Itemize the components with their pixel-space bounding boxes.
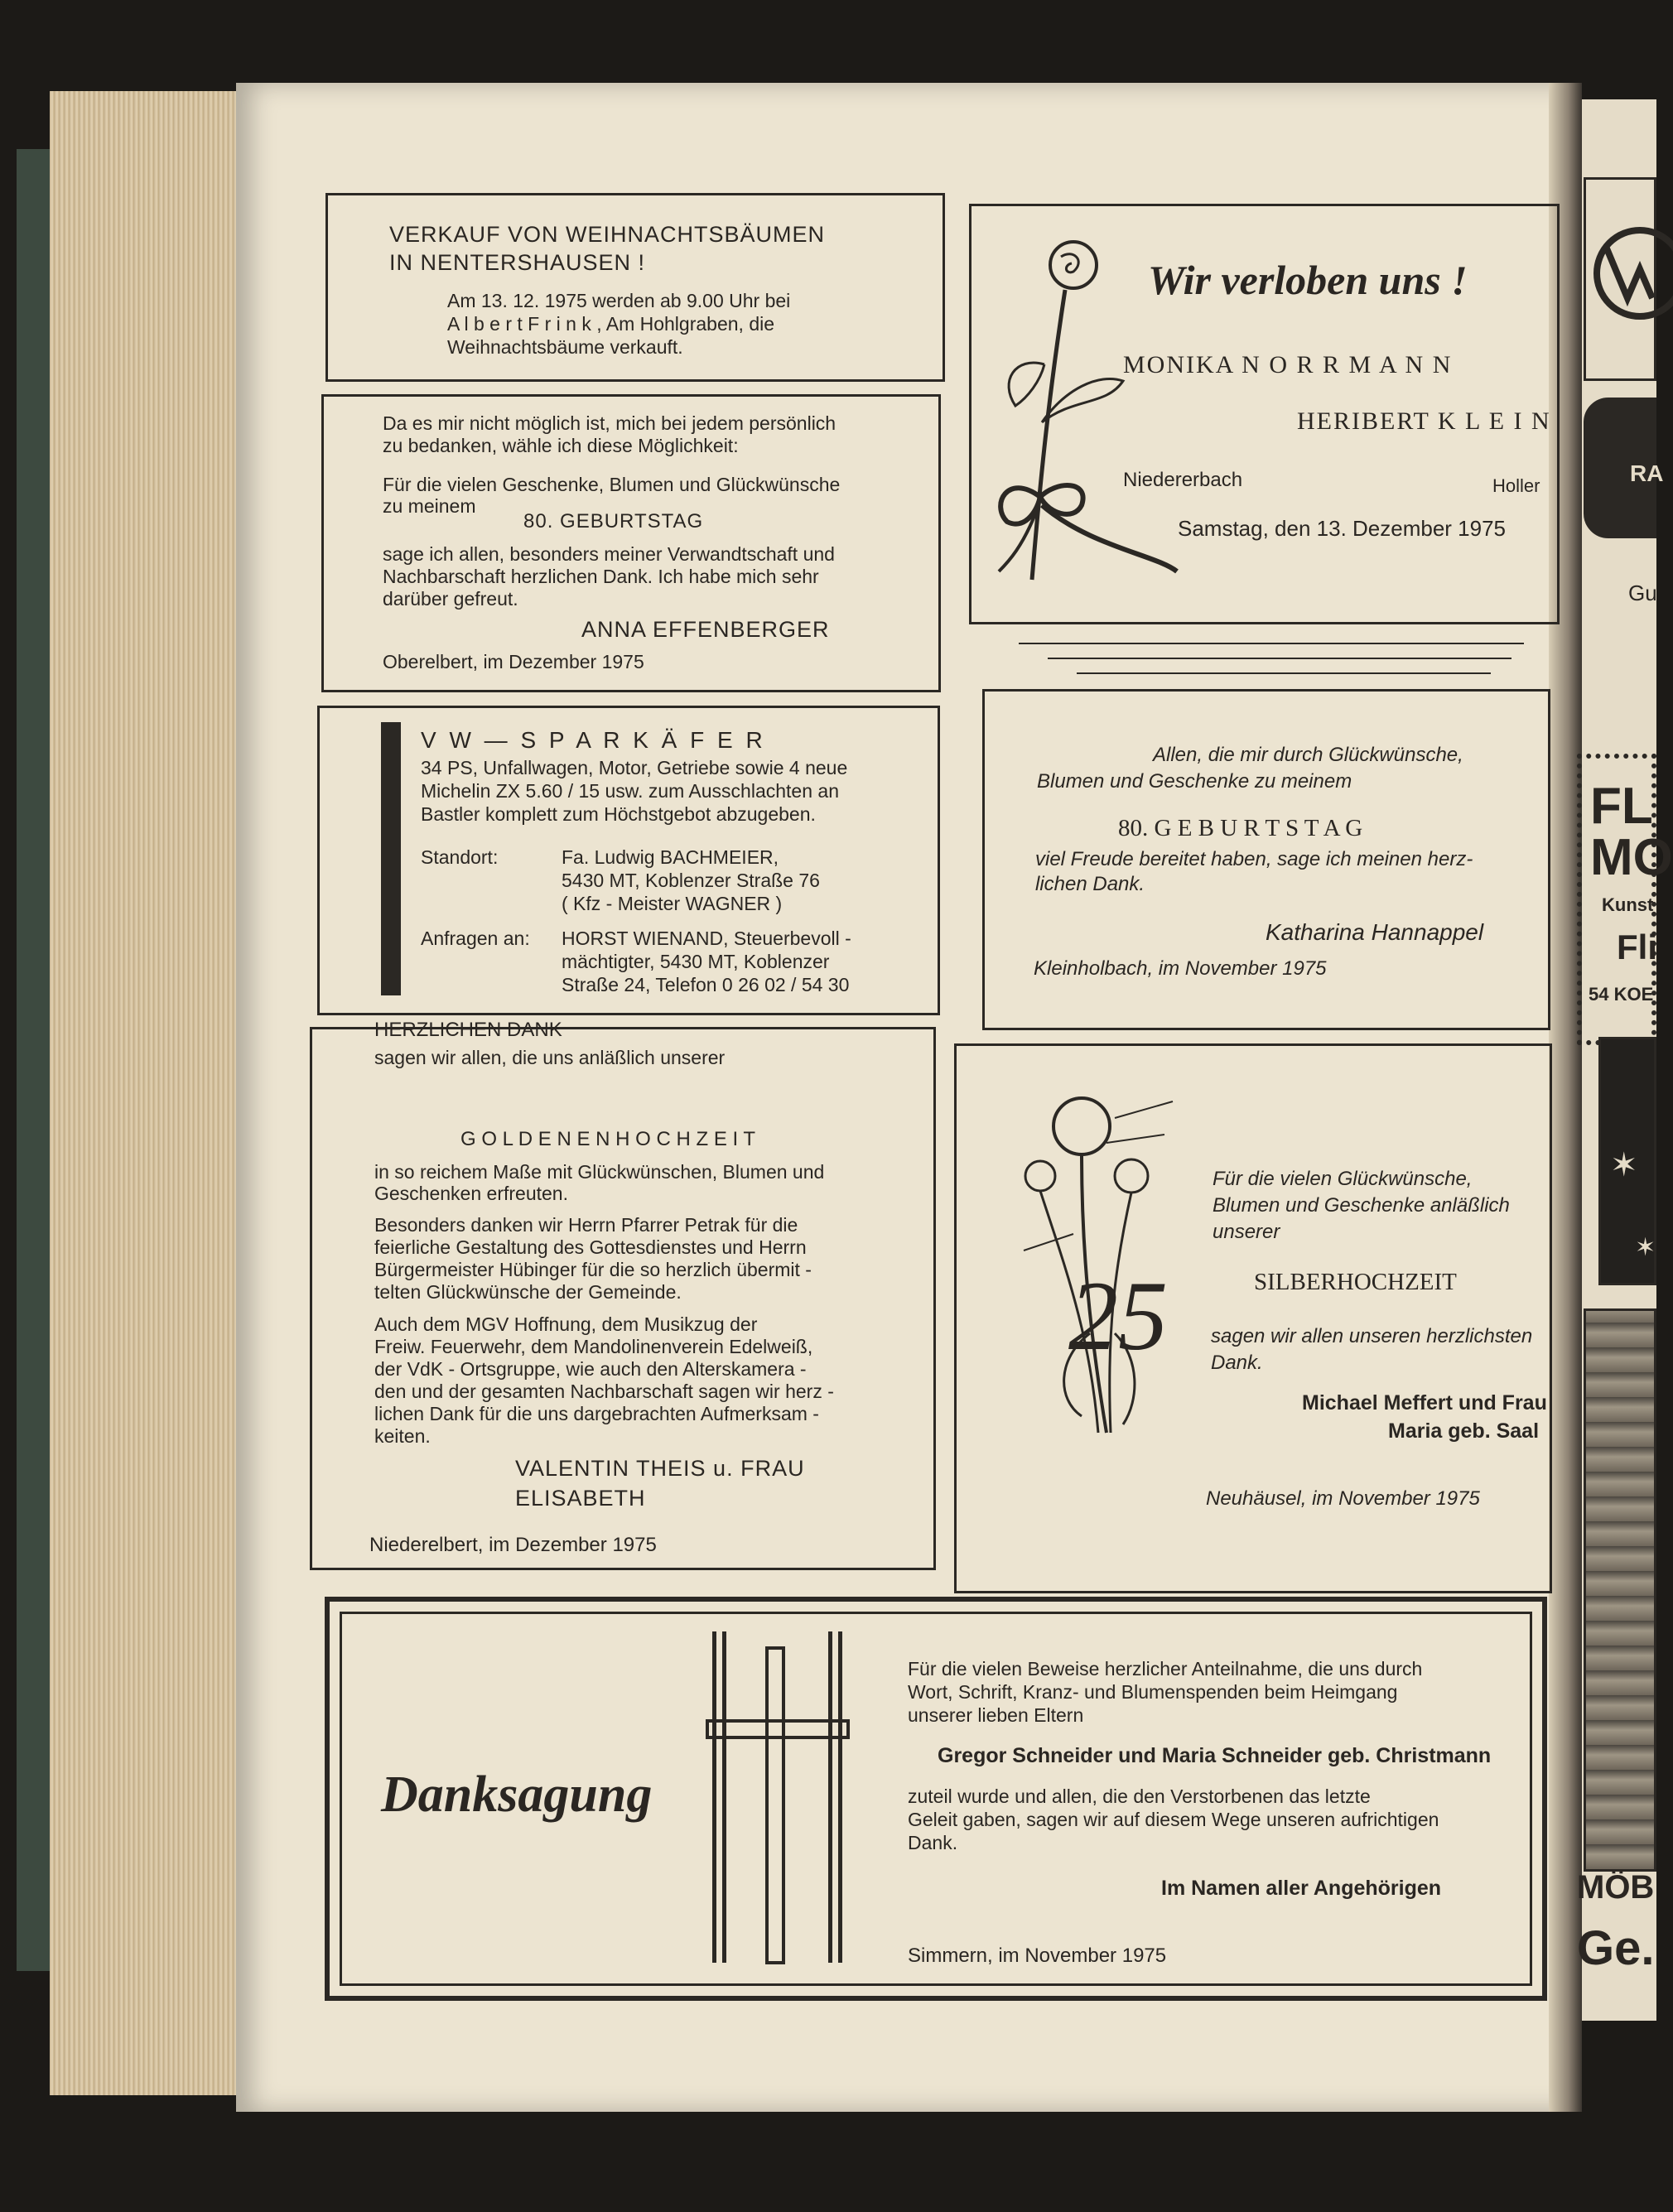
ad3-line1: 34 PS, Unfallwagen, Motor, Getriebe sowie 4 neue: [421, 757, 848, 778]
ad2-line8: darüber gefreut.: [383, 588, 518, 610]
ad3-title: V W — S P A R K Ä F E R: [421, 727, 766, 753]
ad5-title: Wir verloben uns !: [1148, 257, 1468, 303]
strip-text-mo: MO: [1590, 829, 1673, 886]
ad8-place-date: Simmern, im November 1975: [908, 1945, 1167, 1967]
ad8-deceased-names: Gregor Schneider und Maria Schneider geb. Christmann: [938, 1744, 1492, 1767]
strip-text-ra: RA: [1630, 460, 1664, 486]
ad8-line5: Geleit gaben, sagen wir auf diesem Wege unseren aufrichtigen: [908, 1809, 1439, 1830]
ad6-line1: Allen, die mir durch Glückwünsche,: [1153, 744, 1463, 766]
ad3-standort-line3: ( Kfz - Meister WAGNER ): [562, 893, 783, 914]
ad4-signature-line2: ELISABETH: [515, 1486, 646, 1511]
ad2-line3: Für die vielen Geschenke, Blumen und Glückwünsche: [383, 474, 841, 495]
ad4-line6: Besonders danken wir Herrn Pfarrer Petrak für die: [374, 1214, 798, 1236]
ad4-line5: Geschenken erfreuten.: [374, 1183, 568, 1204]
ad2-place-date: Oberelbert, im Dezember 1975: [383, 651, 644, 672]
ad8-line3: unserer lieben Eltern: [908, 1704, 1084, 1726]
ad7-anniversary-number: 25: [1068, 1260, 1168, 1371]
ad4-line14: lichen Dank für die uns dargebrachten Aufmerksam -: [374, 1403, 819, 1424]
ad1-title-line1: VERKAUF VON WEIHNACHTSBÄUMEN: [389, 222, 826, 247]
ad7-signature-line2: Maria geb. Saal: [1388, 1419, 1540, 1443]
ad7-line5: sagen wir allen unseren herzlichsten: [1211, 1325, 1533, 1347]
ad4-line13: den und der gesamten Nachbarschaft sagen wir herz -: [374, 1381, 834, 1402]
strip-furniture-photo: [1584, 1308, 1656, 1872]
ad7-occasion: SILBERHOCHZEIT: [1254, 1269, 1457, 1295]
ad4-line1: HERZLICHEN DANK: [374, 1019, 562, 1041]
ad7-line6: Dank.: [1211, 1352, 1263, 1374]
strip-text-moeb: MÖB: [1577, 1869, 1655, 1906]
star-icon-1: ✶: [1610, 1147, 1638, 1183]
ad7-place-date: Neuhäusel, im November 1975: [1206, 1487, 1480, 1510]
ad4-line9: telten Glückwünsche der Gemeinde.: [374, 1281, 682, 1303]
ad5-place-groom: Holler: [1492, 475, 1540, 496]
ad1-text-line2: A l b e r t F r i n k , Am Hohlgraben, die: [447, 313, 775, 335]
strip-text-gu: Gu: [1628, 581, 1657, 605]
cross-icon: [704, 1623, 853, 1971]
ad1-text-line3: Weihnachtsbäume verkauft.: [447, 336, 683, 358]
ad2-line6: sage ich allen, besonders meiner Verwandtschaft und: [383, 543, 835, 565]
ad7-line1: Für die vielen Glückwünsche,: [1213, 1168, 1473, 1190]
ad8-signature: Im Namen aller Angehörigen: [1161, 1877, 1442, 1900]
ad6-line4: viel Freude bereitet haben, sage ich meinen herz-: [1035, 848, 1473, 870]
ad2-line7: Nachbarschaft herzlichen Dank. Ich habe mich sehr: [383, 566, 819, 587]
ad3-anfragen-line1: HORST WIENAND, Steuerbevoll -: [562, 928, 851, 949]
ad4-line15: keiten.: [374, 1425, 431, 1447]
strip-text-54koe: 54 KOE: [1589, 984, 1654, 1005]
ad4-line10: Auch dem MGV Hoffnung, dem Musikzug der: [374, 1313, 758, 1335]
ad4-signature-line1: VALENTIN THEIS u. FRAU: [515, 1456, 805, 1481]
ad4-line11: Freiw. Feuerwehr, dem Mandolinenverein Edelweiß,: [374, 1336, 813, 1357]
divider-rule-3: [1077, 672, 1491, 674]
ad6-place-date: Kleinholbach, im November 1975: [1034, 957, 1327, 980]
ad3-line2: Michelin ZX 5.60 / 15 usw. zum Ausschlachten an: [421, 780, 839, 802]
ad5-name-groom: HERIBERT K L E I N: [1297, 407, 1551, 435]
ad2-signature: ANNA EFFENBERGER: [581, 617, 830, 642]
ad7-line2: Blumen und Geschenke anläßlich: [1213, 1194, 1510, 1217]
ad6-line2: Blumen und Geschenke zu meinem: [1037, 770, 1352, 793]
strip-text-fli: Fli: [1617, 928, 1657, 966]
ad2-line4: zu meinem: [383, 495, 476, 517]
ad8-line4: zuteil wurde und allen, die den Verstorbenen das letzte: [908, 1786, 1371, 1807]
strip-text-ge: Ge.: [1577, 1921, 1655, 1975]
ad3-line3: Bastler komplett zum Höchstgebot abzugeben.: [421, 803, 816, 825]
ad7-signature-line1: Michael Meffert und Frau: [1302, 1391, 1547, 1414]
strip-text-fl: FL: [1590, 778, 1653, 835]
ad8-line2: Wort, Schrift, Kranz- und Blumenspenden beim Heimgang: [908, 1681, 1398, 1703]
ad4-line8: Bürgermeister Hübinger für die so herzlich übermit -: [374, 1259, 812, 1280]
ad2-birthday-title: 80. GEBURTSTAG: [523, 510, 704, 533]
ad4-line4: in so reichem Maße mit Glückwünschen, Blumen und: [374, 1161, 825, 1183]
ad3-anfragen-line3: Straße 24, Telefon 0 26 02 / 54 30: [562, 974, 850, 995]
divider-rule-2: [1048, 658, 1511, 659]
divider-rule-1: [1019, 643, 1524, 644]
book-page-edges: [50, 91, 240, 2095]
ad5-name-bride: MONIKA N O R R M A N N: [1123, 351, 1453, 378]
ad8-line1: Für die vielen Beweise herzlicher Anteilnahme, die uns durch: [908, 1658, 1423, 1679]
vw-logo-icon: [1590, 224, 1656, 323]
ad6-birthday-title: 80. G E B U R T S T A G: [1118, 815, 1363, 841]
ad4-occasion: G O L D E N E N H O C H Z E I T: [460, 1128, 756, 1150]
ad4-line7: feierliche Gestaltung des Gottesdienstes und Herrn: [374, 1236, 807, 1258]
ad4-place-date: Niederelbert, im Dezember 1975: [369, 1534, 657, 1556]
ad4-line12: der VdK - Ortsgruppe, wie auch den Alterskamera -: [374, 1358, 807, 1380]
ad3-anfragen-line2: mächtigter, 5430 MT, Koblenzer: [562, 951, 830, 972]
ad6-line5: lichen Dank.: [1035, 873, 1145, 895]
ad2-line2: zu bedanken, wähle ich diese Möglichkeit:: [383, 435, 739, 456]
ad3-standort-line2: 5430 MT, Koblenzer Straße 76: [562, 870, 820, 891]
ad3-black-bar: [381, 722, 401, 995]
ad1-text-line1: Am 13. 12. 1975 werden ab 9.00 Uhr bei: [447, 290, 791, 311]
ad1-title-line2: IN NENTERSHAUSEN !: [389, 250, 646, 275]
ad5-date: Samstag, den 13. Dezember 1975: [1178, 516, 1507, 541]
strip-text-kunst: Kunst: [1602, 894, 1654, 915]
star-icon-2: ✶: [1635, 1234, 1656, 1261]
ad2-line1: Da es mir nicht möglich ist, mich bei jedem persönlich: [383, 412, 836, 434]
ad3-anfragen-label: Anfragen an:: [421, 928, 530, 949]
ad8-line6: Dank.: [908, 1832, 958, 1853]
ad5-place-bride: Niedererbach: [1123, 469, 1243, 491]
ad3-standort-label: Standort:: [421, 846, 499, 868]
ad6-signature: Katharina Hannappel: [1266, 919, 1484, 945]
ad7-line3: unserer: [1213, 1221, 1280, 1243]
ad3-standort-line1: Fa. Ludwig BACHMEIER,: [562, 846, 779, 868]
ad8-title: Danksagung: [381, 1766, 653, 1823]
ad4-line2: sagen wir allen, die uns anläßlich unserer: [374, 1047, 726, 1068]
